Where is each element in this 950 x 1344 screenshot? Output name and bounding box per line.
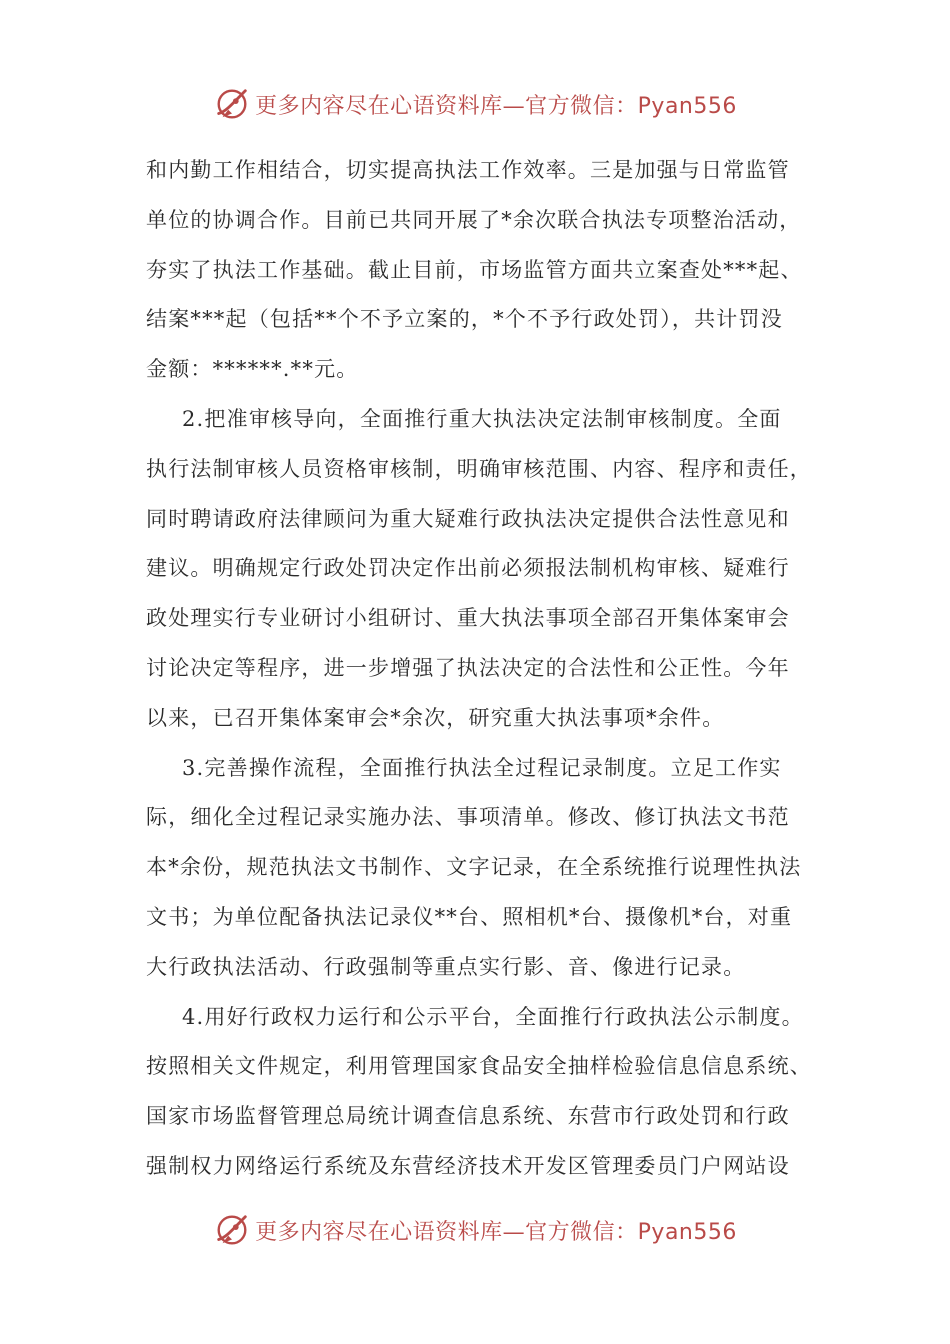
text-line: 同时聘请政府法律顾问为重大疑难行政执法决定提供合法性意见和 [146, 506, 790, 531]
text-line: 本*余份，规范执法文书制作、文字记录，在全系统推行说理性执法 [146, 855, 802, 880]
text-line: 讨论决定等程序，进一步增强了执法决定的合法性和公正性。今年 [146, 655, 790, 680]
text-line: 执行法制审核人员资格审核制，明确审核范围、内容、程序和责任， [146, 456, 812, 481]
text-line: 夯实了执法工作基础。截止目前，市场监管方面共立案查处***起、 [146, 257, 803, 282]
text-line: 3.完善操作流程，全面推行执法全过程记录制度。立足工作实 [182, 755, 782, 780]
header-banner [0, 84, 950, 124]
text-line: 际，细化全过程记录实施办法、事项清单。修改、修订执法文书范 [146, 805, 790, 830]
text-line: 国家市场监督管理总局统计调查信息系统、东营市行政处罚和行政 [146, 1104, 790, 1129]
text-line: 金额：******.**元。 [146, 357, 359, 382]
banner-text: 更多内容尽在心语资料库—官方微信：Pyan556 [255, 1219, 737, 1245]
text-line: 2.把准审核导向，全面推行重大执法决定法制审核制度。全面 [182, 406, 782, 431]
text-line: 强制权力网络运行系统及东营经济技术开发区管理委员门户网站设 [146, 1153, 790, 1178]
footer-banner [0, 1210, 950, 1250]
text-line: 结案***起（包括**个不予立案的，*个不予行政处罚），共计罚没 [146, 307, 783, 332]
pen-logo-icon [213, 85, 251, 123]
text-line: 和内勤工作相结合，切实提高执法工作效率。三是加强与日常监管 [146, 158, 790, 182]
banner-text: 更多内容尽在心语资料库—官方微信：Pyan556 [255, 93, 737, 119]
text-line: 4.用好行政权力运行和公示平台，全面推行行政执法公示制度。 [182, 1004, 804, 1029]
pen-logo-icon [213, 1211, 251, 1249]
text-line: 单位的协调合作。目前已共同开展了*余次联合执法专项整治活动， [146, 207, 802, 232]
text-line: 建议。明确规定行政处罚决定作出前必须报法制机构审核、疑难行 [146, 556, 790, 581]
text-line: 按照相关文件规定，利用管理国家食品安全抽样检验信息信息系统、 [146, 1054, 812, 1079]
text-line: 大行政执法活动、行政强制等重点实行影、音、像进行记录。 [146, 954, 746, 979]
text-line: 政处理实行专业研讨小组研讨、重大执法事项全部召开集体案审会 [146, 606, 790, 631]
text-line: 以来，已召开集体案审会*余次，研究重大执法事项*余件。 [146, 705, 725, 730]
document-body [146, 146, 812, 1192]
text-line: 文书；为单位配备执法记录仪**台、照相机*台、摄像机*台，对重 [146, 904, 793, 929]
